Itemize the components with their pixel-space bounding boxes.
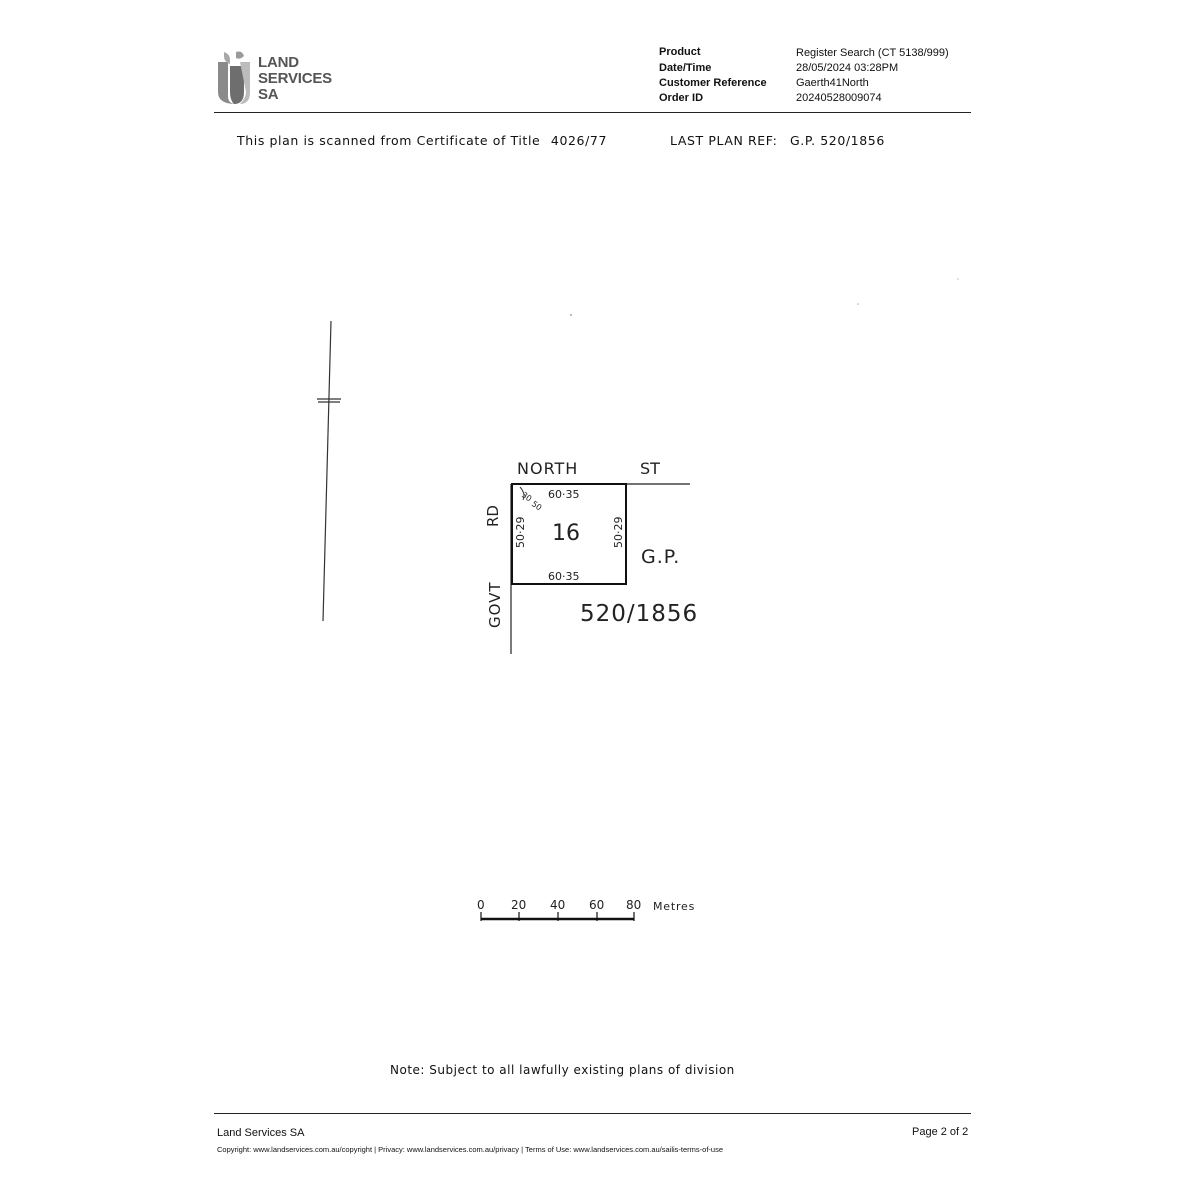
logo-line-3: SA (258, 86, 279, 103)
order-id-value: 20240528009074 (796, 92, 882, 104)
st-label: ST (640, 459, 660, 478)
govt-label: GOVT (486, 581, 504, 628)
scale-label-20: 20 (511, 898, 527, 912)
scale-label-40: 40 (550, 898, 566, 912)
plan-note: Note: Subject to all lawfully existing plans of division (390, 1063, 735, 1077)
corner-dim-1: 30 (519, 490, 534, 504)
scale-label-80: 80 (626, 898, 642, 912)
product-value: Register Search (CT 5138/999) (796, 47, 949, 59)
scale-bar (477, 898, 695, 921)
scan-speck (570, 314, 572, 316)
logo-line-2: SERVICES (258, 70, 332, 87)
scan-speck (857, 303, 859, 305)
customer-reference-value: Gaerth41North (796, 77, 869, 89)
meridian-line (323, 321, 331, 621)
product-label: Product (659, 46, 701, 58)
datetime-label: Date/Time (659, 62, 712, 74)
gp-number: 520/1856 (580, 601, 699, 627)
scale-label-0: 0 (477, 898, 485, 912)
dim-left: 50·29 (514, 516, 527, 548)
scan-note-text: This plan is scanned from Certificate of Title (237, 133, 541, 148)
footer-copyright: Copyright: www.landservices.com.au/copyright | Privacy: www.landservices.com.au/privacy | Terms of Use: www.landservices.com.au/sailis-terms-of-use (217, 1145, 724, 1154)
certificate-ref: 4026/77 (550, 133, 608, 148)
dim-bottom: 60·35 (548, 570, 580, 583)
footer-divider (214, 1113, 971, 1114)
footer-org: Land Services SA (217, 1127, 305, 1139)
scan-speck (957, 278, 959, 280)
allotment-number: 16 (552, 521, 580, 546)
scale-unit: Metres (653, 900, 696, 913)
order-id-label: Order ID (659, 92, 704, 104)
dim-right: 50·29 (612, 516, 625, 548)
customer-reference-label: Customer Reference (659, 77, 767, 89)
rd-label: RD (484, 505, 502, 527)
page-number: Page 2 of 2 (912, 1126, 969, 1138)
scale-label-60: 60 (589, 898, 605, 912)
datetime-value: 28/05/2024 03:28PM (796, 62, 899, 74)
logo-line-1: LAND (258, 54, 299, 71)
corner-dim-2: 50 (529, 499, 544, 513)
gp-label: G.P. (641, 546, 681, 568)
last-plan-ref-label: LAST PLAN REF: (670, 133, 778, 148)
last-plan-ref-value: G.P. 520/1856 (790, 133, 885, 148)
dim-top: 60·35 (548, 488, 580, 501)
north-label: NORTH (517, 459, 579, 478)
